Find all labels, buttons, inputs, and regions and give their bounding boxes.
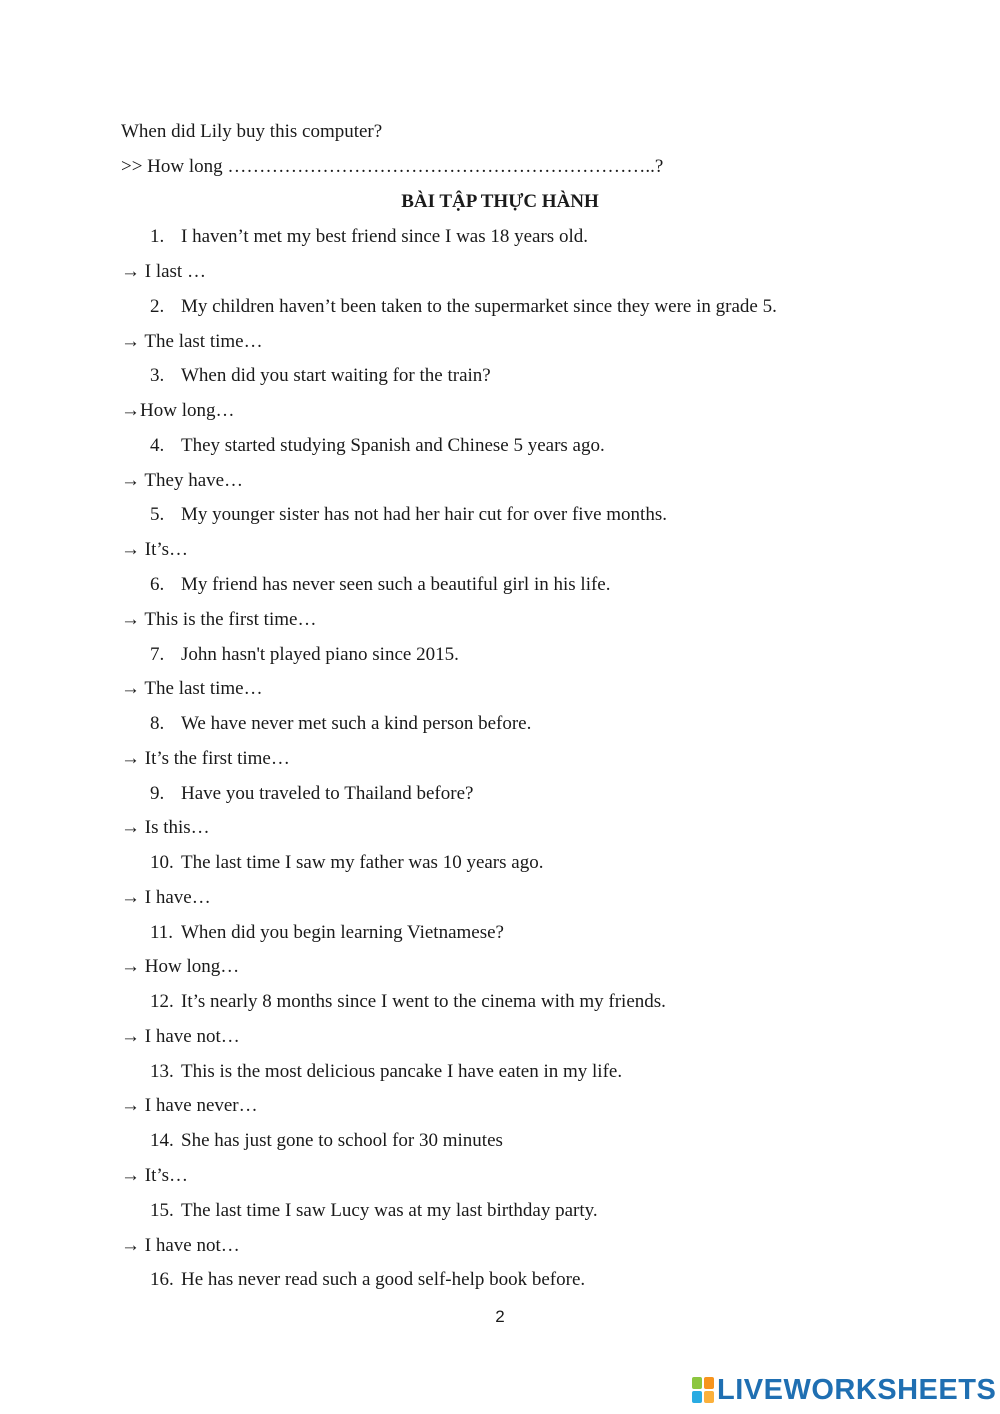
exercise-number: 10. — [150, 852, 174, 873]
intro-question: When did Lily buy this computer? — [121, 121, 383, 142]
exercise-prompt: →How long… — [121, 400, 235, 421]
exercise-item — [150, 225, 588, 249]
exercise-prompt: → I have never… — [121, 1095, 258, 1116]
exercise-sentence: When did you begin learning Vietnamese? — [181, 922, 504, 943]
section-heading: BÀI TẬP THỰC HÀNH — [401, 191, 599, 212]
exercise-prompt: → It’s the first time… — [121, 748, 290, 769]
exercise-prompt: → This is the first time… — [121, 609, 317, 630]
intro-answer-line: >> How long …………………………………………………………..? — [121, 156, 664, 177]
exercise-sentence: John hasn't played piano since 2015. — [181, 644, 459, 665]
exercise-prompt: → Is this… — [121, 817, 210, 838]
exercise-item — [150, 1129, 503, 1153]
exercise-item — [150, 712, 531, 736]
exercise-item — [150, 1199, 598, 1223]
exercise-prompt: → I last … — [121, 261, 206, 282]
liveworksheets-logo-text: LIVEWORKSHEETS — [717, 1374, 997, 1406]
exercise-item — [150, 782, 473, 806]
exercise-prompt: → I have not… — [121, 1026, 240, 1047]
exercise-number: 6. — [150, 574, 165, 595]
exercise-number: 3. — [150, 365, 165, 386]
exercise-item — [150, 643, 459, 667]
exercise-number: 5. — [150, 504, 165, 525]
exercise-number: 1. — [150, 226, 165, 247]
exercise-prompt: → They have… — [121, 470, 244, 491]
exercise-sentence: My friend has never seen such a beautiful girl in his life. — [181, 574, 611, 595]
exercise-sentence: I haven’t met my best friend since I was 18 years old. — [181, 226, 588, 247]
exercise-item — [150, 1060, 622, 1084]
exercise-number: 14. — [150, 1130, 174, 1151]
exercise-item — [150, 851, 543, 875]
exercise-sentence: We have never met such a kind person before. — [181, 713, 532, 734]
exercise-prompt: → It’s… — [121, 1165, 189, 1186]
exercise-number: 15. — [150, 1200, 174, 1221]
exercise-sentence: They started studying Spanish and Chinese 5 years ago. — [181, 435, 605, 456]
exercise-prompt: → The last time… — [121, 678, 263, 699]
exercise-sentence: My children haven’t been taken to the supermarket since they were in grade 5. — [181, 296, 777, 317]
exercise-prompt: → I have… — [121, 887, 211, 908]
exercise-prompt: → How long… — [121, 956, 240, 977]
exercise-item — [150, 1268, 585, 1292]
exercise-number: 16. — [150, 1269, 174, 1290]
exercise-item — [150, 573, 611, 597]
exercise-item — [150, 295, 777, 319]
exercise-sentence: He has never read such a good self-help book before. — [181, 1269, 586, 1290]
exercise-number: 2. — [150, 296, 165, 317]
exercise-number: 9. — [150, 783, 165, 804]
exercise-item — [150, 364, 491, 388]
exercise-sentence: The last time I saw my father was 10 years ago. — [181, 852, 544, 873]
exercise-sentence: Have you traveled to Thailand before? — [181, 783, 474, 804]
exercise-item — [150, 503, 667, 527]
exercise-sentence: When did you start waiting for the train? — [181, 365, 491, 386]
exercise-sentence: It’s nearly 8 months since I went to the cinema with my friends. — [181, 991, 666, 1012]
exercise-number: 7. — [150, 644, 165, 665]
exercise-prompt: → It’s… — [121, 539, 189, 560]
exercise-sentence: My younger sister has not had her hair cut for over five months. — [181, 504, 667, 525]
exercise-prompt: → I have not… — [121, 1235, 240, 1256]
exercise-item — [150, 990, 666, 1014]
liveworksheets-logo-icon — [692, 1377, 714, 1403]
exercise-number: 11. — [150, 922, 174, 943]
exercise-number: 8. — [150, 713, 165, 734]
exercise-number: 12. — [150, 991, 174, 1012]
exercise-number: 13. — [150, 1061, 174, 1082]
liveworksheets-logo — [692, 1374, 996, 1406]
exercise-sentence: This is the most delicious pancake I have eaten in my life. — [181, 1061, 623, 1082]
exercise-item — [150, 434, 605, 458]
exercise-sentence: The last time I saw Lucy was at my last birthday party. — [181, 1200, 598, 1221]
exercise-sentence: She has just gone to school for 30 minutes — [181, 1130, 503, 1151]
page-number: 2 — [495, 1307, 505, 1326]
exercise-number: 4. — [150, 435, 165, 456]
exercise-item — [150, 921, 504, 945]
exercise-prompt: → The last time… — [121, 331, 263, 352]
